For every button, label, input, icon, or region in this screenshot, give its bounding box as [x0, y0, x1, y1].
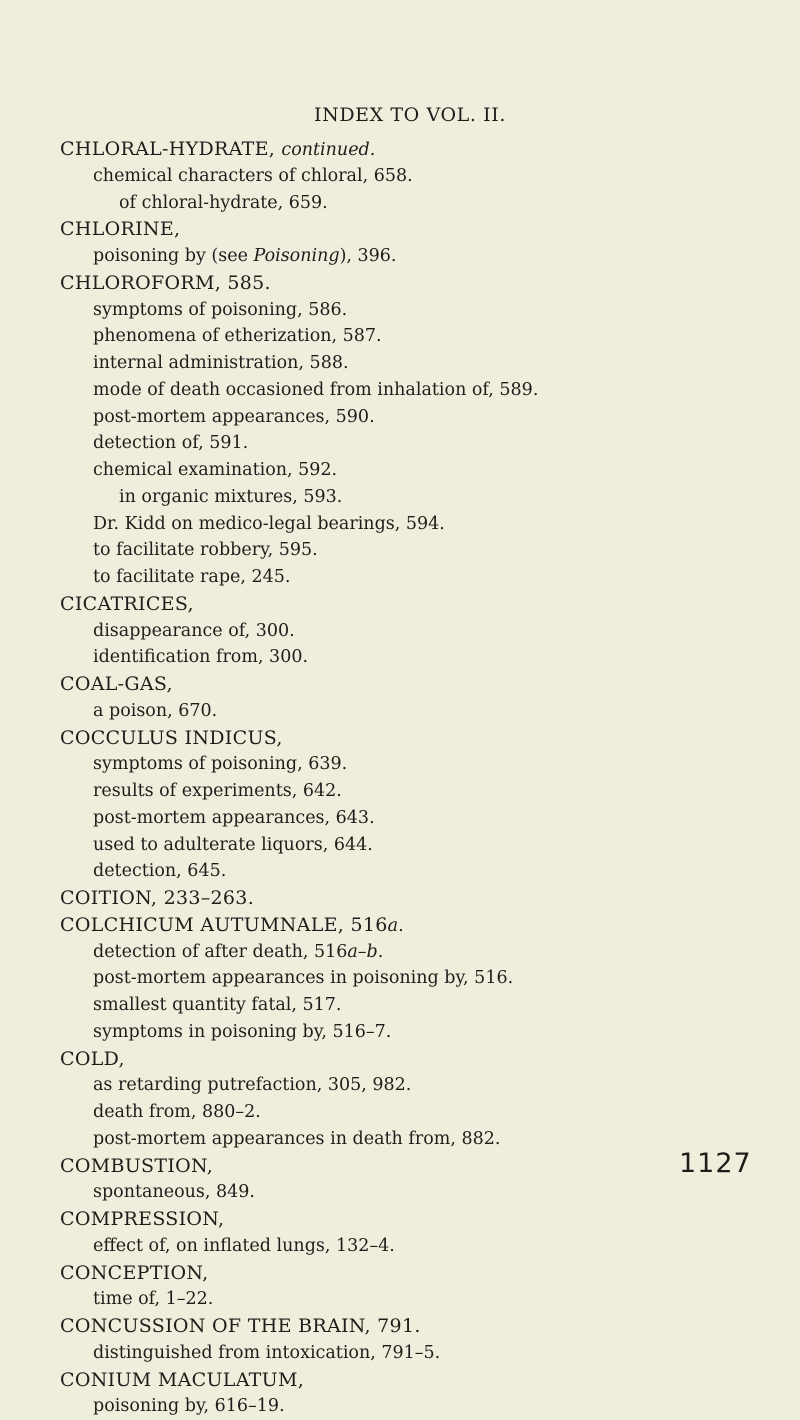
entry-text: Dr. Kidd on medico-legal bearings, 594. — [93, 513, 445, 534]
page-number: 1127 — [679, 1148, 752, 1179]
entry-head: CONCEPTION, — [60, 1261, 209, 1284]
index-subentry — [60, 564, 760, 591]
index-subentry — [60, 190, 760, 217]
entry-head: CONIUM MACULATUM, — [60, 1368, 305, 1391]
index-subentry — [60, 1126, 760, 1153]
entry-text: time of, 1–22. — [93, 1289, 214, 1310]
entry-text: post-mortem appearances in death from, 882. — [93, 1128, 501, 1149]
entry-text: poisoning by, 616–19. — [93, 1396, 285, 1417]
entry-head: CHLORINE, — [60, 218, 181, 241]
entry-head: COMPRESSION, — [60, 1208, 225, 1230]
index-subentry — [60, 323, 760, 350]
index-heading — [60, 1206, 760, 1233]
index-subentry — [60, 858, 760, 885]
entry-text: a poison, 670. — [93, 700, 218, 721]
index-subentry — [60, 484, 760, 511]
index-subentry — [60, 1393, 760, 1420]
entry-text: to facilitate robbery, 595. — [93, 540, 318, 561]
index-subentry — [60, 1286, 760, 1313]
entry-head: COITION, 233–263. — [60, 887, 255, 909]
index-subentry — [60, 778, 760, 805]
index-heading — [60, 216, 760, 243]
index-subentry — [60, 537, 760, 564]
entry-em: a–b — [347, 941, 378, 962]
index-subentry — [60, 430, 760, 457]
entry-text: results of experiments, 642. — [93, 781, 342, 801]
entry-head: COLCHICUM AUTUMNALE, 516 — [60, 913, 388, 936]
page-header: INDEX TO VOL. II. — [314, 104, 506, 126]
index-heading — [60, 1153, 760, 1180]
entry-head: COCCULUS INDICUS, — [60, 726, 283, 749]
entry-head: COMBUSTION, — [60, 1154, 214, 1177]
index-subentry — [60, 350, 760, 377]
entry-em: a — [387, 915, 399, 936]
entry-head: COAL-GAS, — [60, 673, 173, 695]
entry-head: CHLOROFORM, 585. — [60, 271, 271, 294]
entry-text: in organic mixtures, 593. — [119, 486, 343, 507]
entry-post: ), 396. — [339, 246, 397, 266]
entry-pre: poisoning by (see — [93, 246, 254, 266]
index-heading — [60, 591, 760, 618]
index-heading — [60, 725, 760, 752]
index-subentry — [60, 243, 760, 270]
index-subentry — [60, 1072, 760, 1099]
index-subentry — [60, 1019, 760, 1046]
entry-text: phenomena of etherization, 587. — [93, 326, 382, 347]
entry-text: identification from, 300. — [93, 647, 309, 668]
index-subentry — [60, 1340, 760, 1367]
index-subentry — [60, 511, 760, 538]
entry-text: detection of, 591. — [93, 433, 249, 454]
entry-cont: continued. — [281, 140, 376, 160]
index-heading — [60, 270, 760, 297]
index-subentry — [60, 805, 760, 832]
entry-text: chemical characters of chloral, 658. — [93, 165, 413, 186]
entry-text: death from, 880–2. — [93, 1102, 261, 1122]
index-list — [60, 136, 760, 1420]
entry-text: mode of death occasioned from inhalation of, 589. — [93, 379, 539, 400]
index-subentry — [60, 404, 760, 431]
entry-text: spontaneous, 849. — [93, 1182, 255, 1203]
entry-text: disappearance of, 300. — [93, 620, 295, 641]
index-subentry — [60, 1233, 760, 1260]
index-heading — [60, 1313, 760, 1340]
entry-post: . — [398, 915, 404, 936]
entry-text: post-mortem appearances, 643. — [93, 807, 375, 828]
index-heading — [60, 1260, 760, 1287]
index-subentry — [60, 163, 760, 190]
entry-text: smallest quantity fatal, 517. — [93, 995, 342, 1015]
entry-text: effect of, on inflated lungs, 132–4. — [93, 1235, 395, 1256]
index-subentry — [60, 377, 760, 404]
entry-text: symptoms of poisoning, 586. — [93, 299, 348, 320]
entry-head: CONCUSSION OF THE BRAIN, 791. — [60, 1315, 421, 1337]
entry-text: of chloral-hydrate, 659. — [119, 192, 328, 213]
index-heading — [60, 1046, 760, 1073]
index-subentry — [60, 751, 760, 778]
entry-em: Poisoning — [253, 246, 340, 266]
index-subentry — [60, 965, 760, 992]
index-heading — [60, 671, 760, 698]
entry-text: symptoms in poisoning by, 516–7. — [93, 1021, 392, 1042]
entry-head: CHLORAL-HYDRATE, — [60, 138, 282, 160]
entry-head: CICATRICES, — [60, 592, 194, 615]
index-subentry — [60, 618, 760, 645]
entry-text: detection, 645. — [93, 861, 227, 882]
index-heading — [60, 1367, 760, 1394]
entry-text: post-mortem appearances, 590. — [93, 406, 375, 427]
index-subentry — [60, 297, 760, 324]
entry-text: post-mortem appearances in poisoning by, 516. — [93, 968, 514, 989]
index-subentry — [60, 644, 760, 671]
index-subentry — [60, 1099, 760, 1126]
index-subentry — [60, 457, 760, 484]
entry-text: symptoms of poisoning, 639. — [93, 754, 348, 775]
entry-text: chemical examination, 592. — [93, 460, 338, 480]
index-subentry — [60, 698, 760, 725]
entry-head: COLD, — [60, 1047, 125, 1070]
index-heading — [60, 885, 760, 912]
index-subentry — [60, 992, 760, 1019]
entry-text: distinguished from intoxication, 791–5. — [93, 1342, 441, 1363]
entry-pre: detection of after death, 516 — [93, 941, 348, 962]
index-subentry — [60, 939, 760, 966]
entry-text: to facilitate rape, 245. — [93, 567, 291, 587]
entry-post: . — [377, 941, 384, 962]
index-subentry — [60, 832, 760, 859]
index-subentry — [60, 1179, 760, 1206]
entry-text: as retarding putrefaction, 305, 982. — [93, 1075, 412, 1096]
index-heading — [60, 912, 760, 939]
index-heading — [60, 136, 760, 163]
entry-text: internal administration, 588. — [93, 353, 349, 373]
entry-text: used to adulterate liquors, 644. — [93, 834, 373, 855]
